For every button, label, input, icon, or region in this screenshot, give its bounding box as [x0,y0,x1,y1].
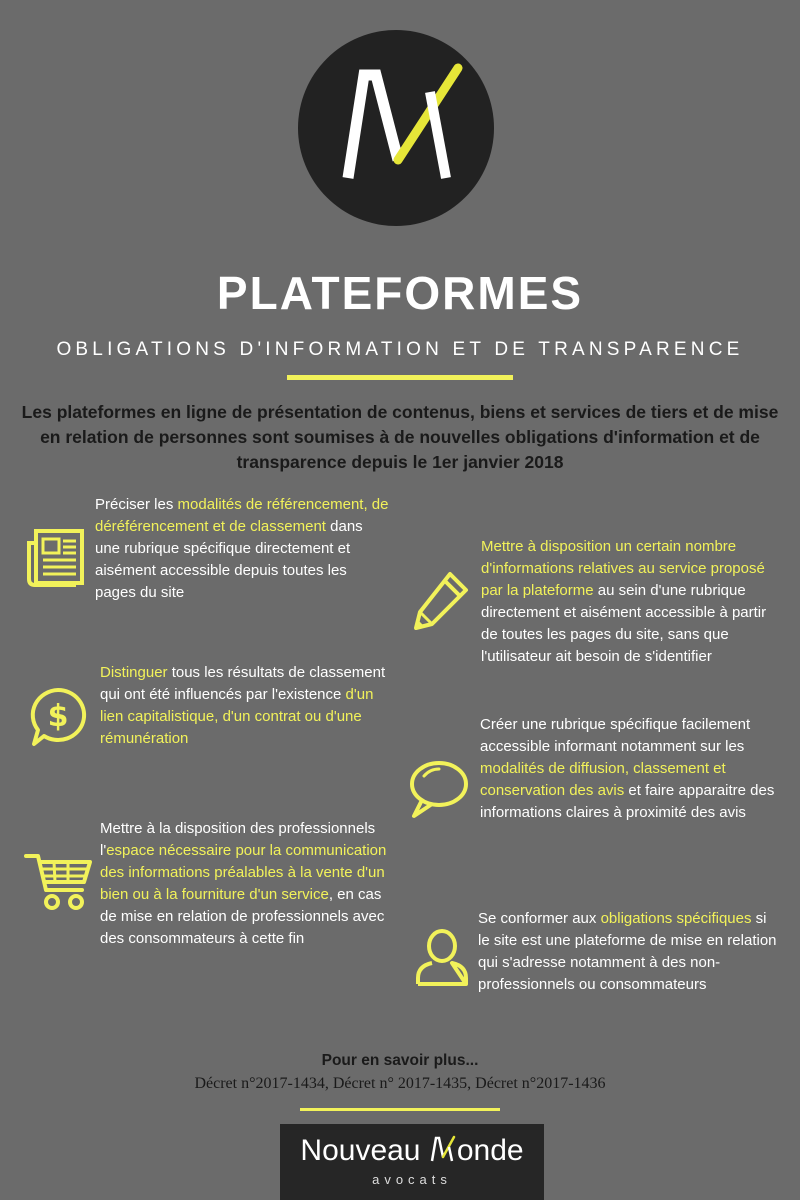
item-text: et faire apparaitre des informations claires à proximité des avis [480,782,775,821]
intro-text: Les plateformes en ligne de présentation de contenus, biens et services de tiers et de mise en relation de personnes sont soumises à de nouvelles obligations d'information et de transparence depuis le 1er janvier 2018 [21,402,779,472]
item-text: Mettre à la disposition des professionnels l' [100,820,376,859]
obligation-informations-service [481,536,781,668]
item-highlight: modalités de référencement, de déréférencement et de classement [95,496,389,535]
item-text: Se conformer aux [478,910,601,927]
footer-label: Pour en savoir plus... [321,1052,479,1069]
item-highlight: Mettre à disposition un certain nombre d'informations relatives au service proposé par la plateforme [481,538,765,599]
item-highlight: obligations spécifiques [600,910,752,927]
logo-mark-icon [298,30,494,226]
dollar-speech-icon [28,686,88,748]
logo [298,30,494,226]
obligation-referencement [95,494,390,604]
item-highlight: espace nécessaire pour la communication des informations préalables à la vente d'un bien ou à la fourniture d'un service [100,842,387,903]
obligation-espace-professionnels [100,818,392,950]
item-text: Préciser les [95,496,178,513]
item-text: Créer une rubrique spécifique facilement accessible informant notamment sur les [480,716,751,755]
item-text: si le site est une plateforme de mise en relation qui s'adresse notamment à des non-professionnels ou consommateurs [478,910,777,993]
divider [287,375,513,380]
obligation-distinguer [100,662,390,750]
obligation-specifiques [478,908,778,996]
newspaper-icon [26,527,86,589]
page-title: PLATEFORMES [216,267,584,319]
user-icon [412,926,472,990]
obligation-avis [480,714,780,824]
brand-subtitle: avocats [372,1172,452,1187]
item-highlight: modalités de diffusion, classement et conservation des avis [480,760,726,799]
pencil-icon [410,568,472,632]
svg-text:$: $ [47,699,69,734]
item-highlight: d'un lien capitalistique, d'un contrat ou d'une rémunération [100,686,374,747]
brand-name-part2: onde [456,1134,524,1167]
page-subtitle: OBLIGATIONS D'INFORMATION ET DE TRANSPARENCE [56,339,744,360]
item-text: dans une rubrique spécifique directement et aisément accessible depuis toutes les pages du site [95,518,363,601]
footer-references: Décret n°2017-1434, Décret n° 2017-1435, Décret n°2017-1436 [194,1075,606,1092]
item-text: au sein d'une rubrique directement et aisément accessible à partir de toutes les pages du site, sans que l'utilisateur ait besoin de s'identifier [481,582,767,665]
brand-m-icon [429,1135,457,1171]
shopping-cart-icon [24,850,94,912]
brand-logo [280,1124,544,1200]
brand-name [280,1134,544,1171]
speech-bubble-icon [406,758,470,820]
brand-name-part1: Nouveau [300,1134,429,1167]
item-highlight: Distinguer [100,664,168,681]
item-text: tous les résultats de classement qui ont été influencés par l'existence [100,664,386,703]
footer-divider [300,1108,500,1111]
item-text: , en cas de mise en relation de professionnels avec des consommateurs à cette fin [100,886,385,947]
